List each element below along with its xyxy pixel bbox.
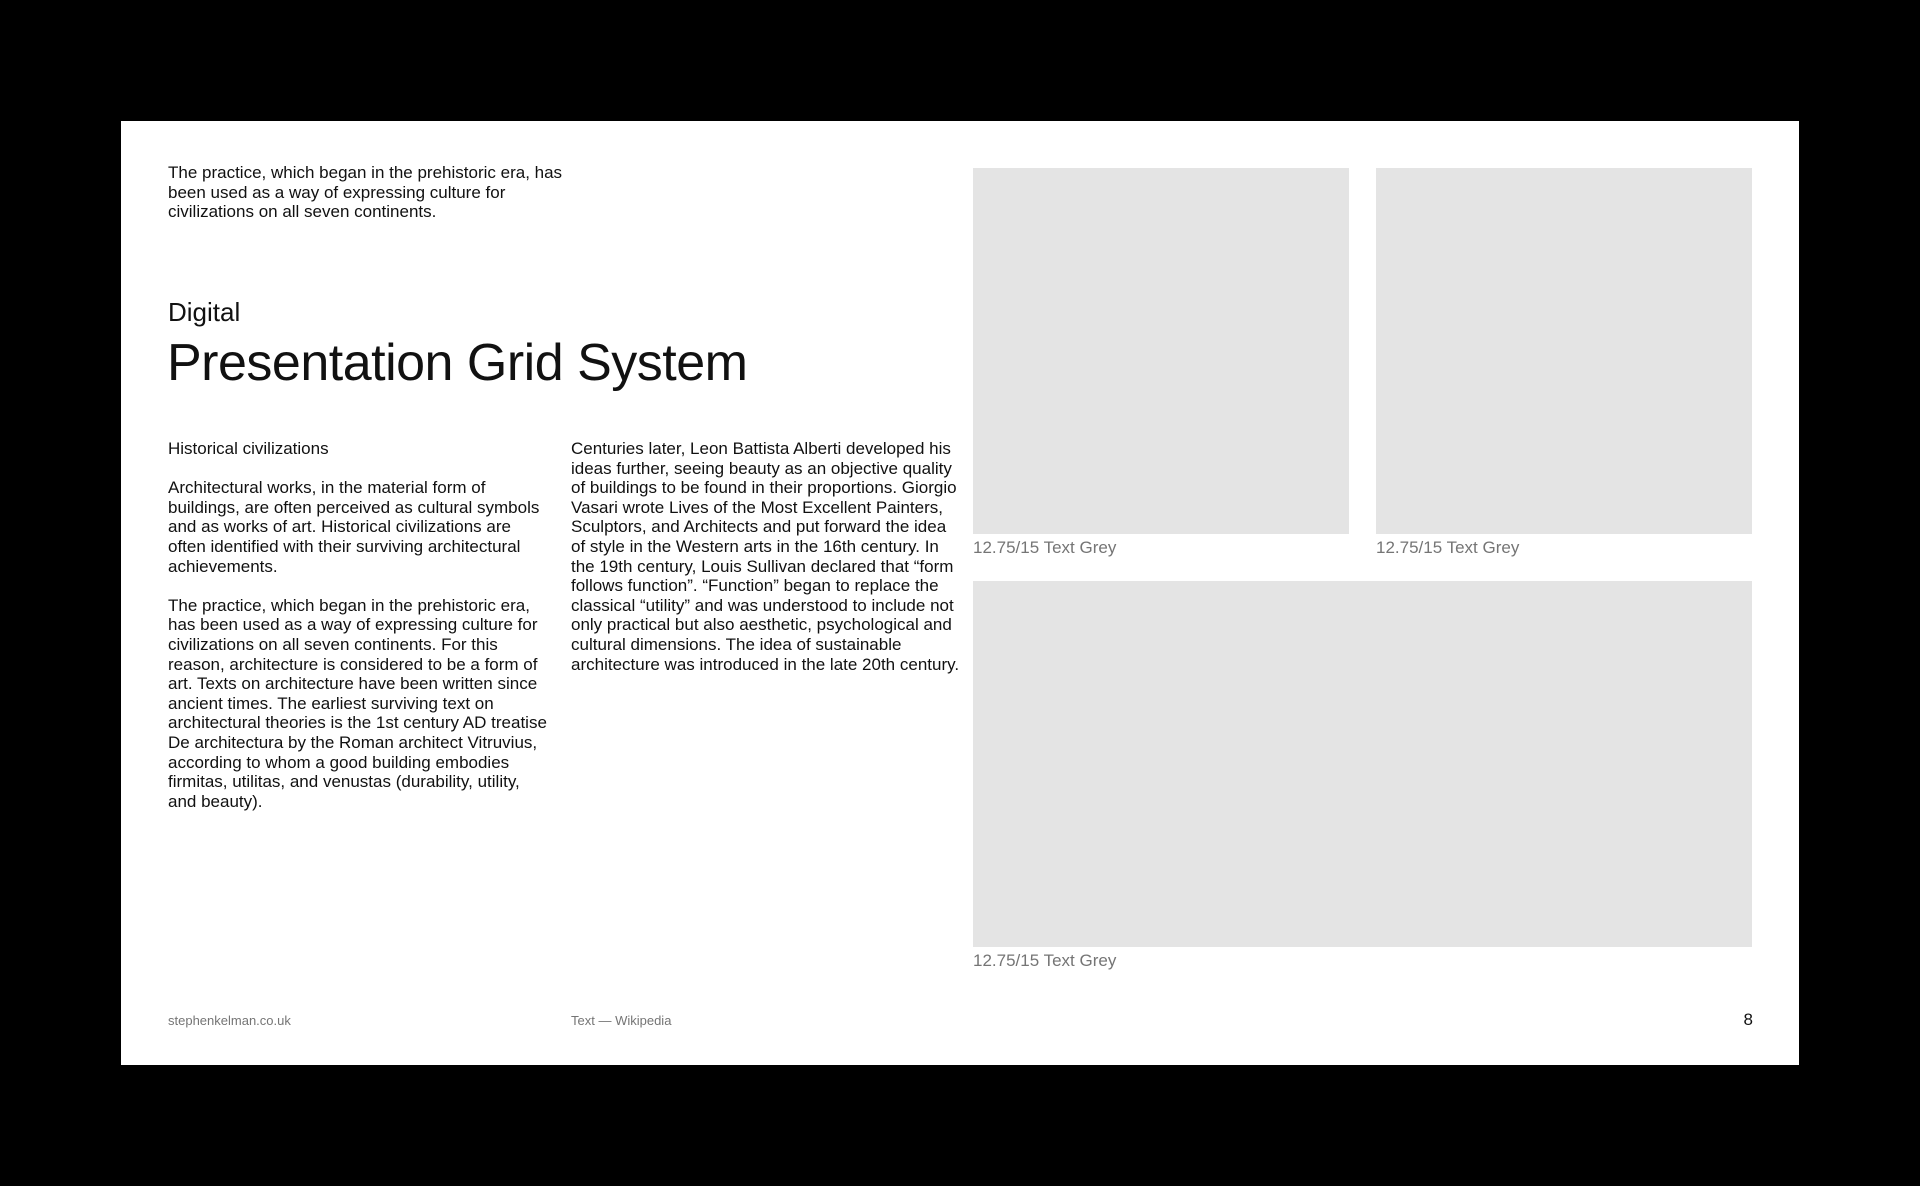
body-paragraph: Architectural works, in the material form of buildings, are often perceived as cultural symbols and as works of art. Historical civilizations are often identified with their surviving architectural achievements.: [168, 478, 540, 576]
heading-kicker: Digital: [168, 297, 241, 327]
body-paragraph: The practice, which began in the prehistoric era, has been used as a way of expressing culture for civilizations on all seven continents. For this reason, architecture is considered to be a form of art. Texts on architecture have been written since ancient times. The earliest surviving text on architectural theories is the 1st century AD treatise De architectura by the Roman architect Vitruvius, according to whom a good building embodies firmitas, utilitas, and venustas (durability, utility, and beauty).: [168, 595, 547, 811]
body-paragraph: Centuries later, Leon Battista Alberti developed his ideas further, seeing beauty as an objective quality of buildings to be found in their proportions. Giorgio Vasari wrote Lives of the Most Excellent Painters, Sculptors, and Architects and put forward the idea of style in the Western arts in the 16th century. In the 19th century, Louis Sullivan declared that “form follows function”. “Function” began to replace the classical “utility” and was understood to include not only practical but also aesthetic, psychological and cultural dimensions. The idea of sustainable architecture was introduced in the late 20th century.: [571, 439, 960, 674]
slide-page: [121, 121, 1799, 1065]
column-subheading: Historical civilizations: [168, 439, 329, 458]
image-caption: 12.75/15 Text Grey: [973, 951, 1117, 970]
image-caption: 12.75/15 Text Grey: [1376, 538, 1520, 557]
page-title: Presentation Grid System: [167, 334, 748, 392]
intro-text: The practice, which began in the prehistoric era, has been used as a way of expressing culture for civilizations on all seven continents.: [168, 163, 563, 222]
text-column-1: [168, 439, 548, 831]
image-placeholder: [1376, 168, 1752, 534]
footer-site-url: stephenkelman.co.uk: [168, 1013, 291, 1028]
footer-source: Text — Wikipedia: [571, 1013, 672, 1028]
page-number: 8: [1743, 1010, 1753, 1029]
image-placeholder: [973, 168, 1349, 534]
image-caption: 12.75/15 Text Grey: [973, 538, 1117, 557]
image-placeholder-wide: [973, 581, 1752, 947]
text-column-2: [571, 439, 963, 694]
